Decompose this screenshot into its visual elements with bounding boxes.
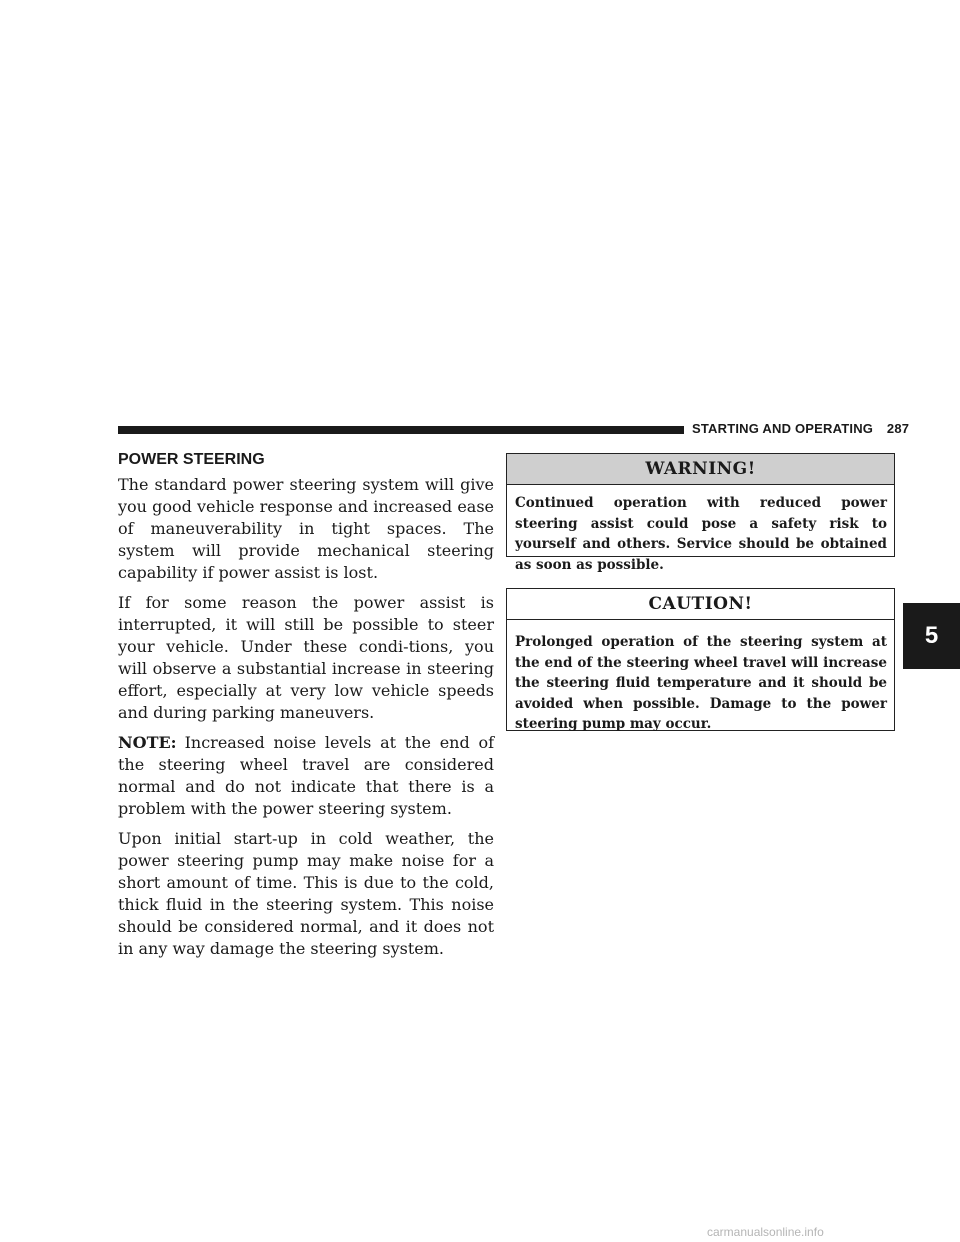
section-name: STARTING AND OPERATING bbox=[692, 421, 874, 436]
paragraph-cold-weather: Upon initial start-up in cold weather, the power steering pump may make noise for a short amount of time. This is due to the cold, thick fluid in the steering system. This noise should be considered normal, and it does not in any way damage the steering system. bbox=[118, 829, 494, 958]
paragraph-intro: The standard power steering system will give you good vehicle response and increased ease of maneuverability in tight spaces. The system will provide mechanical steering capability if power assist is lost. bbox=[118, 475, 494, 582]
paragraph-assist-interrupted: If for some reason the power assist is interrupted, it will still be possible to steer your vehicle. Under these condi-tions, you will observe a substantial increase in steering effort, especially at very low vehicle speeds and during parking maneuvers. bbox=[118, 593, 494, 722]
main-column bbox=[118, 450, 494, 968]
chapter-tab: 5 bbox=[903, 603, 960, 669]
warning-title: WARNING! bbox=[507, 454, 894, 485]
note-text: Increased noise levels at the end of the steering wheel travel are considered normal and do not indicate that there is a problem with the power steering system. bbox=[118, 733, 494, 818]
running-header bbox=[692, 421, 909, 436]
note-label: NOTE: bbox=[118, 733, 177, 752]
header-rule bbox=[118, 426, 684, 434]
caution-box bbox=[506, 588, 895, 731]
warning-text: Continued operation with reduced power steering assist could pose a safety risk to yourself and others. Service should be obtained as soon as possible. bbox=[515, 495, 887, 573]
warning-box bbox=[506, 453, 895, 573]
page-number: 287 bbox=[886, 421, 910, 436]
note-paragraph bbox=[118, 732, 494, 820]
section-title: POWER STEERING bbox=[118, 451, 265, 468]
caution-title: CAUTION! bbox=[507, 589, 894, 620]
caution-text: Prolonged operation of the steering system at the end of the steering wheel travel will increase the steering fluid temperature and it should be avoided when possible. Damage to the power steering pump may occur. bbox=[515, 634, 887, 732]
watermark: carmanualsonline.info bbox=[707, 1225, 824, 1239]
